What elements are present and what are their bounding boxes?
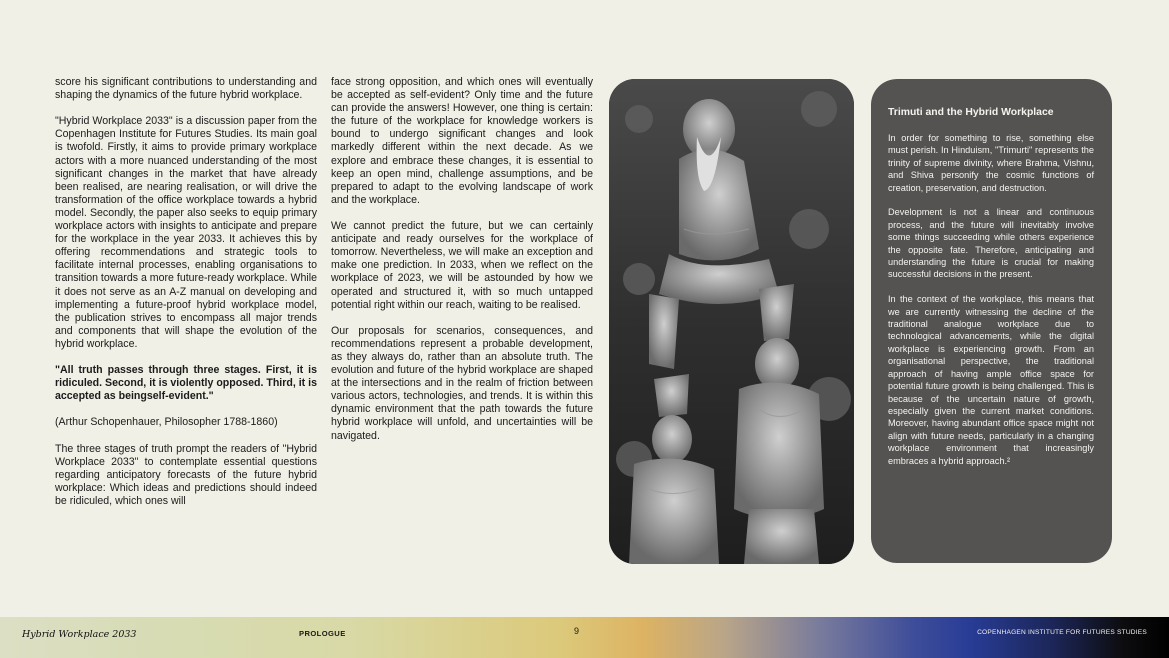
body-column-1 [55, 76, 317, 521]
paragraph: "Hybrid Workplace 2033" is a discussion paper from the Copenhagen Institute for Futures Studies. Its main goal is twofold. Firstly, it aims to provide primary workplace actors with a more nuanced understanding of the most significant changes in the market that have already been realised, are nearing realisation, or will drive the transformation of the office workplace towards a hybrid model. Secondly, the paper also seeks to equip primary workplace actors with insights to anticipate and prepare for the workplace in the year 2033. It achieves this by offering recommendations and strategic tools to facilitate internal processes, enabling organisations to transition towards a more future-ready workplace. While it does not serve as an A-Z manual on developing and implementing a future-proof hybrid workplace model, the publication strives to encompass all major trends and components that will shape the evolution of the hybrid workplace. [55, 115, 318, 350]
schopenhauer-quote: "All truth passes through three stages. First, it is ridiculed. Second, it is violently opposed. Third, it is accepted as beingself-evident." [55, 364, 317, 403]
footer-organisation: COPENHAGEN INSTITUTE FOR FUTURES STUDIES [977, 629, 1147, 636]
page-number: 9 [574, 626, 580, 636]
sidebar-paragraph: In order for something to rise, something else must perish. In Hinduism, "Trimurti" represents the trinity of supreme divinity, where Brahma, Vishnu, and Shiva personify the cosmic functions of creation, preservation, and destruction. [888, 133, 1094, 193]
body-column-2 [331, 76, 593, 456]
temple-sculpture-photo [609, 79, 854, 564]
footer-publication-title: Hybrid Workplace 2033 [22, 629, 137, 640]
paragraph: score his significant contributions to understanding and shaping the dynamics of the future hybrid workplace. [55, 76, 317, 102]
paragraph: We cannot predict the future, but we can certainly anticipate and ready ourselves for the workplace of tomorrow. Nevertheless, we will make an exception and make one prediction. In 2033, when we reflect on the workplace of 2023, we will be astounded by how we operated and structured it, with so much untapped potential right within our reach, waiting to be realised. [331, 220, 593, 311]
sidebar-paragraph: In the context of the workplace, this means that we are currently witnessing the decline of the traditional analogue workplace due to technological advancements, while the digital workplace is experiencing growth. From an organisational perspective, the traditional approach of having ample office space for potential future growth is being challenged. This is because of the uncertain nature of growth, especially given the current market conditions. Moreover, having abundant office space might not align with future needs, particularly in a changing workplace environment that increasingly embraces a hybrid approach.² [888, 294, 1094, 466]
sidebar-paragraph: Development is not a linear and continuous process, and the future will inevitably involve some things succeeding while others experience the opposite fate. Therefore, anticipating and understanding the future is crucial for making successful decisions in the present. [888, 207, 1094, 280]
footer-section-name: PROLOGUE [299, 629, 346, 638]
paragraph: Our proposals for scenarios, consequences, and recommendations represent a probable development, as they always do, rather than an absolute truth. The evolution and future of the hybrid workplace are shaped at the intersections and in the realm of friction between various actors, technologies, and trends. It is within this dynamic environment that the path towards the future hybrid workplace will unfold, and uncertainties will be navigated. [331, 324, 593, 442]
sidebar-title: Trimuti and the Hybrid Workplace [888, 107, 1054, 118]
paragraph: face strong opposition, and which ones will eventually be accepted as self-evident? Only time and the future can provide the answers! However, one thing is certain: the future of the workplace for knowledge workers is bound to undergo significant changes and look markedly different within the next decade. As we explore and embrace these changes, it is essential to keep an open mind, challenge assumptions, and be prepared to adapt to the evolving landscape of work and the workplace. [331, 76, 593, 206]
quote-attribution: (Arthur Schopenhauer, Philosopher 1788-1860) [55, 416, 278, 429]
trimurti-sidebar [871, 79, 1112, 563]
sculpture-illustration [609, 79, 854, 564]
page-footer [0, 617, 1169, 658]
paragraph: The three stages of truth prompt the readers of "Hybrid Workplace 2033" to contemplate essential questions regarding anticipatory forecasts of the future hybrid workplace: Which ideas and predictions should indeed be ridiculed, which ones will [55, 442, 317, 507]
